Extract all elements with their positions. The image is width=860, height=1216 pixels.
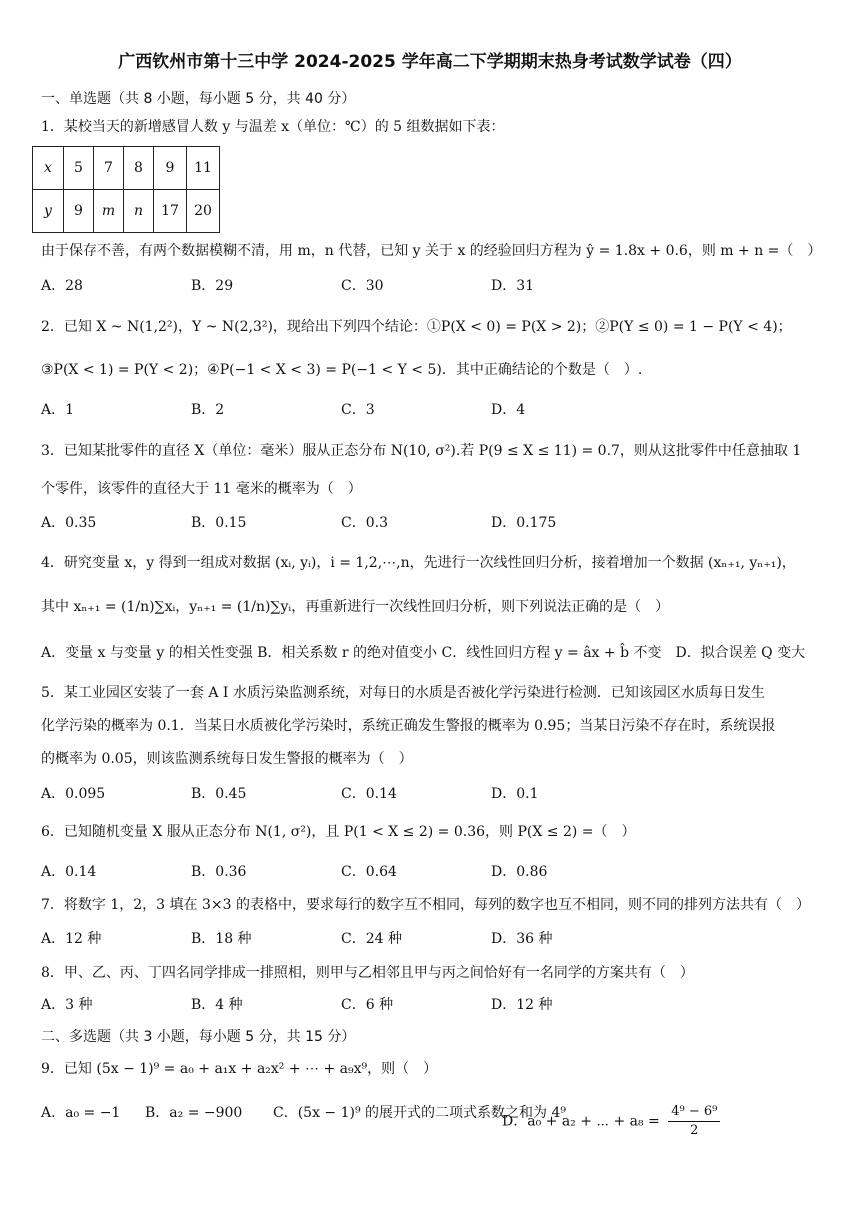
- question-3-line-1: 3．已知某批零件的直径 X（单位：毫米）服从正态分布 N(10, σ²).若 P(9 ≤ X ≤ 11) = 0.7，则从这批零件中任意抽取 1: [41, 443, 802, 459]
- table-row-x: [33, 147, 220, 190]
- option-a[interactable]: A．0.35: [41, 515, 97, 531]
- question-5-line-2: 化学污染的概率为 0.1．当某日水质被化学污染时，系统正确发生警报的概率为 0.95；当某日污染不存在时，系统误报: [41, 718, 776, 734]
- option-a[interactable]: A．1: [41, 402, 75, 418]
- option-d[interactable]: D．0.175: [491, 515, 557, 531]
- option-b[interactable]: B．0.15: [191, 515, 247, 531]
- table-cell: 11: [187, 147, 220, 190]
- question-5-line-3: 的概率为 0.05，则该监测系统每日发生警报的概率为（ ）: [41, 751, 413, 767]
- option-c[interactable]: C．24 种: [341, 931, 402, 947]
- section-heading-single-choice: 一、单选题（共 8 小题，每小题 5 分，共 40 分）: [41, 91, 356, 107]
- option-c[interactable]: C．3: [341, 402, 375, 418]
- option-c[interactable]: C．0.64: [341, 864, 397, 880]
- table-cell: 8: [124, 147, 154, 190]
- option-d[interactable]: [502, 1103, 720, 1140]
- option-d[interactable]: D．31: [491, 278, 535, 294]
- fraction-numerator: 4⁹ − 6⁹: [668, 1103, 720, 1122]
- question-7-stem: 7．将数字 1，2，3 填在 3×3 的表格中，要求每行的数字互不相同，每列的数字也互不相同，则不同的排列方法共有（ ）: [41, 897, 810, 913]
- option-d-lhs: D．a₀ + a₂ + ⋯ + a₈ =: [502, 1113, 660, 1130]
- question-9-stem: 9．已知 (5x − 1)⁹ = a₀ + a₁x + a₂x² + ⋯ + a₉x⁹，则（ ）: [41, 1061, 438, 1077]
- option-c[interactable]: C．0.3: [341, 515, 388, 531]
- option-c[interactable]: C．6 种: [341, 997, 394, 1013]
- option-a[interactable]: A．a₀ = −1: [41, 1105, 121, 1121]
- table-cell: 20: [187, 190, 220, 233]
- question-2-line-1: 2．已知 X ~ N(1,2²)，Y ~ N(2,3²)，现给出下列四个结论：①P(X < 0) = P(X > 2)；②P(Y ≤ 0) = 1 − P(Y < 4)；: [41, 319, 792, 335]
- exam-title: 广西钦州市第十三中学 2024-2025 学年高二下学期期末热身考试数学试卷（四）: [118, 52, 742, 72]
- option-b[interactable]: B．2: [191, 402, 225, 418]
- table-cell: 9: [64, 190, 94, 233]
- question-5-line-1: 5．某工业园区安装了一套 A I 水质污染监测系统，对每日的水质是否被化学污染进行检测．已知该园区水质每日发生: [41, 685, 765, 701]
- option-a[interactable]: A．3 种: [41, 997, 93, 1013]
- option-b[interactable]: B．29: [191, 278, 234, 294]
- option-a[interactable]: A．0.14: [41, 864, 97, 880]
- question-1-text: 由于保存不善，有两个数据模糊不清，用 m，n 代替，已知 y 关于 x 的经验回归方程为 ŷ = 1.8x + 0.6，则 m + n =（ ）: [41, 243, 822, 259]
- question-3-line-2: 个零件，该零件的直径大于 11 毫米的概率为（ ）: [41, 481, 362, 497]
- table-cell: y: [33, 190, 64, 233]
- option-d[interactable]: D．36 种: [491, 931, 553, 947]
- table-cell: m: [94, 190, 124, 233]
- question-6-stem: 6．已知随机变量 X 服从正态分布 N(1, σ²)，且 P(1 < X ≤ 2) = 0.36，则 P(X ≤ 2) =（ ）: [41, 824, 636, 840]
- question-1-stem: 1．某校当天的新增感冒人数 y 与温差 x（单位：℃）的 5 组数据如下表：: [41, 119, 505, 135]
- question-4-line-2: 其中 xₙ₊₁ = (1/n)∑xᵢ，yₙ₊₁ = (1/n)∑yᵢ，再重新进行一次线性回归分析，则下列说法正确的是（ ）: [41, 599, 670, 615]
- option-d[interactable]: D．0.1: [491, 786, 539, 802]
- table-cell: 5: [64, 147, 94, 190]
- option-b[interactable]: B．4 种: [191, 997, 243, 1013]
- option-d[interactable]: D．12 种: [491, 997, 553, 1013]
- fraction-denominator: 2: [690, 1123, 699, 1138]
- option-a[interactable]: A．28: [41, 278, 83, 294]
- option-a[interactable]: A．0.095: [41, 786, 106, 802]
- question-1-data-table: [32, 146, 220, 233]
- table-cell: n: [124, 190, 154, 233]
- table-row-y: [33, 190, 220, 233]
- option-b[interactable]: B．18 种: [191, 931, 252, 947]
- table-cell: 7: [94, 147, 124, 190]
- section-heading-multiple-choice: 二、多选题（共 3 小题，每小题 5 分，共 15 分）: [41, 1029, 356, 1045]
- option-d[interactable]: D．0.86: [491, 864, 548, 880]
- option-b[interactable]: B．0.36: [191, 864, 247, 880]
- option-b[interactable]: B．0.45: [191, 786, 247, 802]
- option-b[interactable]: B．a₂ = −900: [145, 1105, 243, 1121]
- option-d-fraction: [668, 1103, 720, 1140]
- table-cell: x: [33, 147, 64, 190]
- option-c[interactable]: C．(5x − 1)⁹ 的展开式的二项式系数之和为 4⁹: [273, 1105, 567, 1121]
- option-c[interactable]: C．0.14: [341, 786, 397, 802]
- table-cell: 9: [154, 147, 187, 190]
- table-cell: 17: [154, 190, 187, 233]
- question-8-stem: 8．甲、乙、丙、丁四名同学排成一排照相，则甲与乙相邻且甲与丙之间恰好有一名同学的方案共有（ ）: [41, 965, 694, 981]
- option-a[interactable]: A．12 种: [41, 931, 102, 947]
- question-4-options[interactable]: A．变量 x 与变量 y 的相关性变强 B．相关系数 r 的绝对值变小 C．线性回归方程 y = âx + b̂ 不变 D．拟合误差 Q 变大: [41, 645, 806, 661]
- option-c[interactable]: C．30: [341, 278, 384, 294]
- option-d[interactable]: D．4: [491, 402, 526, 418]
- question-4-line-1: 4．研究变量 x，y 得到一组成对数据 (xᵢ, yᵢ)，i = 1,2,⋯,n，先进行一次线性回归分析，接着增加一个数据 (xₙ₊₁, yₙ₊₁)，: [41, 555, 796, 571]
- question-2-line-2: ③P(X < 1) = P(Y < 2)；④P(−1 < X < 3) = P(−1 < Y < 5)．其中正确结论的个数是（ ）.: [41, 362, 643, 378]
